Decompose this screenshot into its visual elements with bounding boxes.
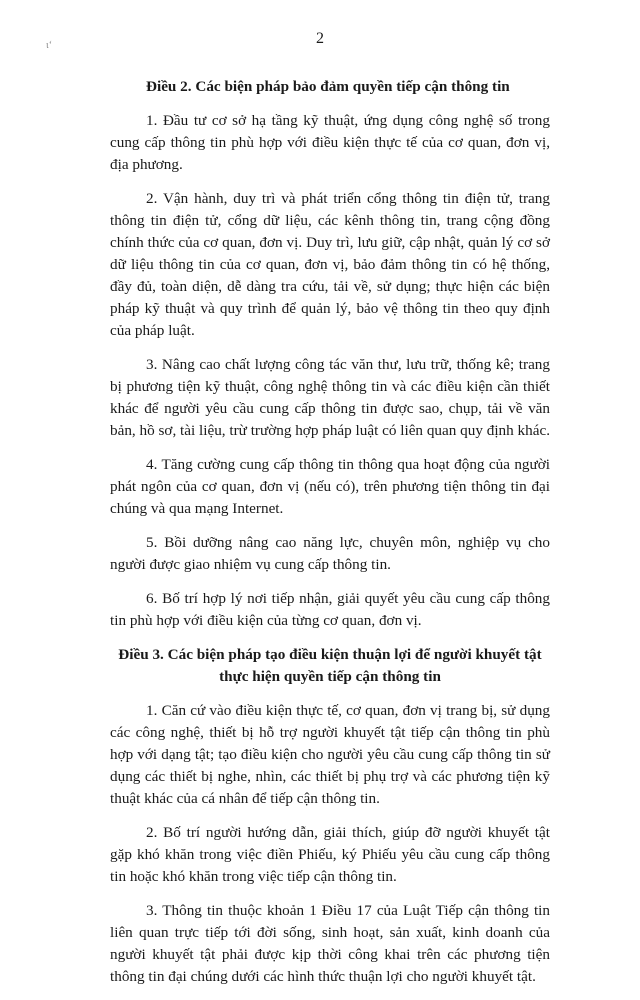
article-2-heading: Điều 2. Các biện pháp bảo đảm quyền tiếp cận thông tin [146, 78, 510, 95]
article-2-paragraph-4: 4. Tăng cường cung cấp thông tin thông qua hoạt động của người phát ngôn của cơ quan, đơn vị (nếu có), trên phương tiện thông tin đại chúng và qua mạng Internet. [110, 456, 550, 517]
article-3-heading: Điều 3. Các biện pháp tạo điều kiện thuận lợi để người khuyết tật thực hiện quyền tiếp cận thông tin [118, 646, 542, 685]
article-2-paragraph-1: 1. Đầu tư cơ sở hạ tầng kỹ thuật, ứng dụng công nghệ số trong cung cấp thông tin phù hợp với điều kiện thực tế của cơ quan, đơn vị, địa phương. [110, 112, 550, 173]
page-number: 2 [316, 30, 324, 47]
margin-mark: ι‘ [46, 40, 53, 51]
article-2-paragraph-2: 2. Vận hành, duy trì và phát triển cổng thông tin điện tử, trang thông tin điện tử, cổng dữ liệu, các kênh thông tin, trang cộng đồng chính thức của cơ quan, đơn vị. Duy trì, lưu giữ, cập nhật, quản lý cơ sở dữ liệu thông tin của cơ quan, đơn vị, bảo đảm thông tin có hệ thống, đầy đủ, toàn diện, dễ dàng tra cứu, tải về, sử dụng; thực hiện các biện pháp kỹ thuật và quy trình để quản lý, bảo vệ thông tin theo quy định của pháp luật. [110, 190, 550, 339]
article-3-paragraph-1: 1. Căn cứ vào điều kiện thực tế, cơ quan, đơn vị trang bị, sử dụng các công nghệ, thiết bị hỗ trợ người khuyết tật tiếp cận thông tin phù hợp với dạng tật; tạo điều kiện cho người yêu cầu cung cấp thông tin sử dụng các thiết bị nghe, nhìn, các thiết bị phụ trợ và các phương tiện kỹ thuật khác của cá nhân để tiếp cận thông tin. [110, 702, 550, 807]
article-2-paragraph-5: 5. Bồi dưỡng nâng cao năng lực, chuyên môn, nghiệp vụ cho người được giao nhiệm vụ cung cấp thông tin. [110, 534, 550, 573]
article-3-paragraph-3: 3. Thông tin thuộc khoản 1 Điều 17 của Luật Tiếp cận thông tin liên quan trực tiếp tới đời sống, sinh hoạt, sản xuất, kinh doanh của người khuyết tật phải được kịp thời công khai trên các phương tiện thông tin đại chúng dưới các hình thức thuận lợi cho người khuyết tật. [110, 902, 550, 985]
article-3-paragraph-2: 2. Bố trí người hướng dẫn, giải thích, giúp đỡ người khuyết tật gặp khó khăn trong việc điền Phiếu, ký Phiếu yêu cầu cung cấp thông tin hoặc khó khăn trong việc tiếp cận thông tin. [110, 824, 550, 885]
article-2-paragraph-6: 6. Bố trí hợp lý nơi tiếp nhận, giải quyết yêu cầu cung cấp thông tin phù hợp với điều kiện của từng cơ quan, đơn vị. [110, 590, 550, 629]
article-2-paragraph-3: 3. Nâng cao chất lượng công tác văn thư, lưu trữ, thống kê; trang bị phương tiện kỹ thuật, công nghệ thông tin và các điều kiện cần thiết khác để người yêu cầu cung cấp thông tin được sao, chụp, tải về văn bản, hồ sơ, tài liệu, trừ trường hợp pháp luật có liên quan quy định khác. [110, 356, 550, 439]
document-body [110, 76, 550, 1000]
